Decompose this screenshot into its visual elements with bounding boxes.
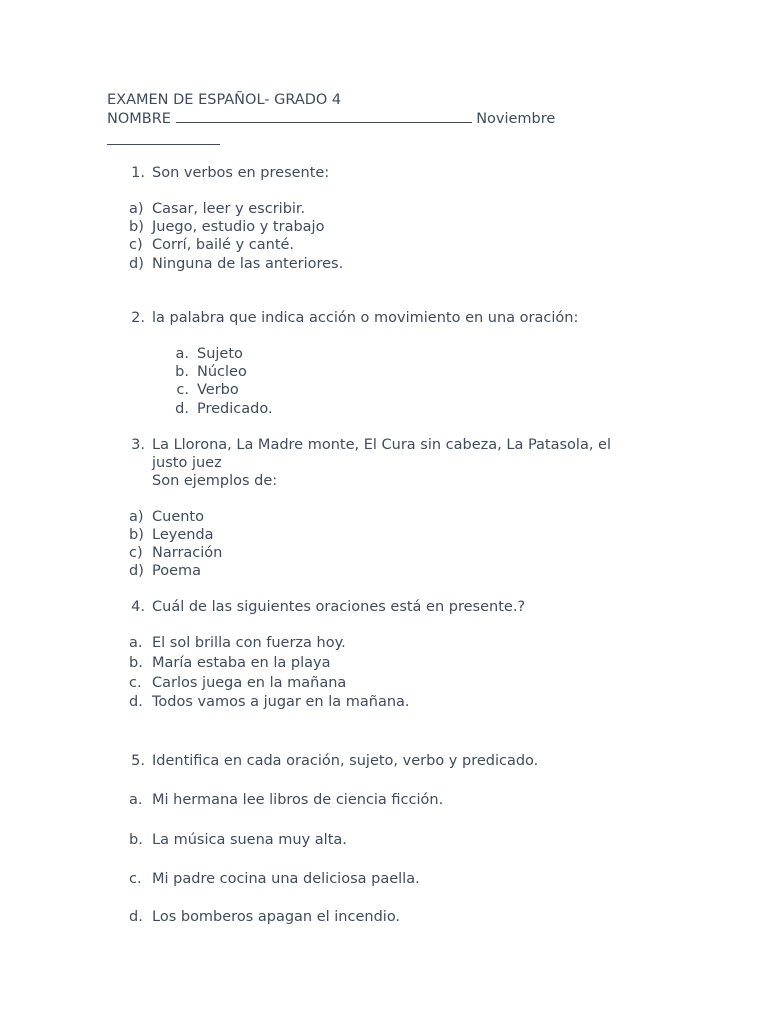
option-marker: d)	[129, 563, 144, 579]
option-text: Casar, leer y escribir.	[152, 201, 306, 217]
option-text: Los bomberos apagan el incendio.	[152, 909, 401, 925]
option-text: Mi hermana lee libros de ciencia ficción.	[152, 792, 444, 808]
option-text: Poema	[152, 563, 202, 579]
option-text: Ninguna de las anteriores.	[152, 256, 344, 272]
option-text: Carlos juega en la mañana	[152, 675, 347, 691]
question-text: Cuál de las siguientes oraciones está en presente.?	[152, 599, 526, 615]
option-text: Cuento	[152, 509, 204, 525]
option-marker: c.	[129, 675, 142, 691]
option-text: Sujeto	[197, 346, 243, 362]
option-marker: a.	[129, 792, 143, 808]
option-marker: b)	[129, 527, 144, 543]
option-marker: d.	[129, 909, 143, 925]
exam-title: EXAMEN DE ESPAÑOL- GRADO 4	[107, 92, 342, 108]
option-marker: b.	[129, 832, 143, 848]
question-text: Son verbos en presente:	[152, 165, 330, 181]
option-marker: d)	[129, 256, 144, 272]
option-marker: c)	[129, 545, 143, 561]
option-text: Corrí, bailé y canté.	[152, 237, 295, 253]
month-label: Noviembre	[476, 111, 556, 127]
option-text: La música suena muy alta.	[152, 832, 347, 848]
name-label: NOMBRE	[107, 111, 171, 127]
option-text: Leyenda	[152, 527, 214, 543]
question-number: 3.	[131, 437, 145, 453]
date-blank[interactable]	[107, 132, 220, 145]
question-number: 2.	[131, 310, 145, 326]
question-text-line1: La Llorona, La Madre monte, El Cura sin cabeza, La Patasola, el	[152, 437, 611, 453]
option-text: El sol brilla con fuerza hoy.	[152, 635, 346, 651]
option-text: Narración	[152, 545, 223, 561]
option-text: Verbo	[197, 382, 239, 398]
question-text: Identifica en cada oración, sujeto, verbo y predicado.	[152, 753, 539, 769]
question-number: 4.	[131, 599, 145, 615]
question-number: 1.	[131, 165, 145, 181]
option-marker: b)	[129, 219, 144, 235]
option-marker: a)	[129, 509, 144, 525]
question-text-line3: Son ejemplos de:	[152, 473, 278, 489]
option-marker: c)	[129, 237, 143, 253]
name-line	[107, 110, 555, 128]
question-number: 5.	[131, 753, 145, 769]
option-text: Todos vamos a jugar en la mañana.	[152, 694, 410, 710]
option-marker: c.	[129, 871, 142, 887]
option-text: Núcleo	[197, 364, 247, 380]
option-marker: a)	[129, 201, 144, 217]
option-text: Predicado.	[197, 401, 273, 417]
option-marker: d.	[175, 401, 189, 417]
option-marker: b.	[175, 364, 189, 380]
option-marker: c.	[176, 382, 189, 398]
name-blank[interactable]	[176, 110, 472, 123]
option-marker: b.	[129, 655, 143, 671]
option-text: Mi padre cocina una deliciosa paella.	[152, 871, 420, 887]
option-marker: d.	[129, 694, 143, 710]
question-text-line2: justo juez	[152, 455, 222, 471]
option-marker: a.	[129, 635, 143, 651]
question-text: la palabra que indica acción o movimiento en una oración:	[152, 310, 579, 326]
option-text: Juego, estudio y trabajo	[152, 219, 325, 235]
option-text: María estaba en la playa	[152, 655, 331, 671]
option-marker: a.	[175, 346, 189, 362]
